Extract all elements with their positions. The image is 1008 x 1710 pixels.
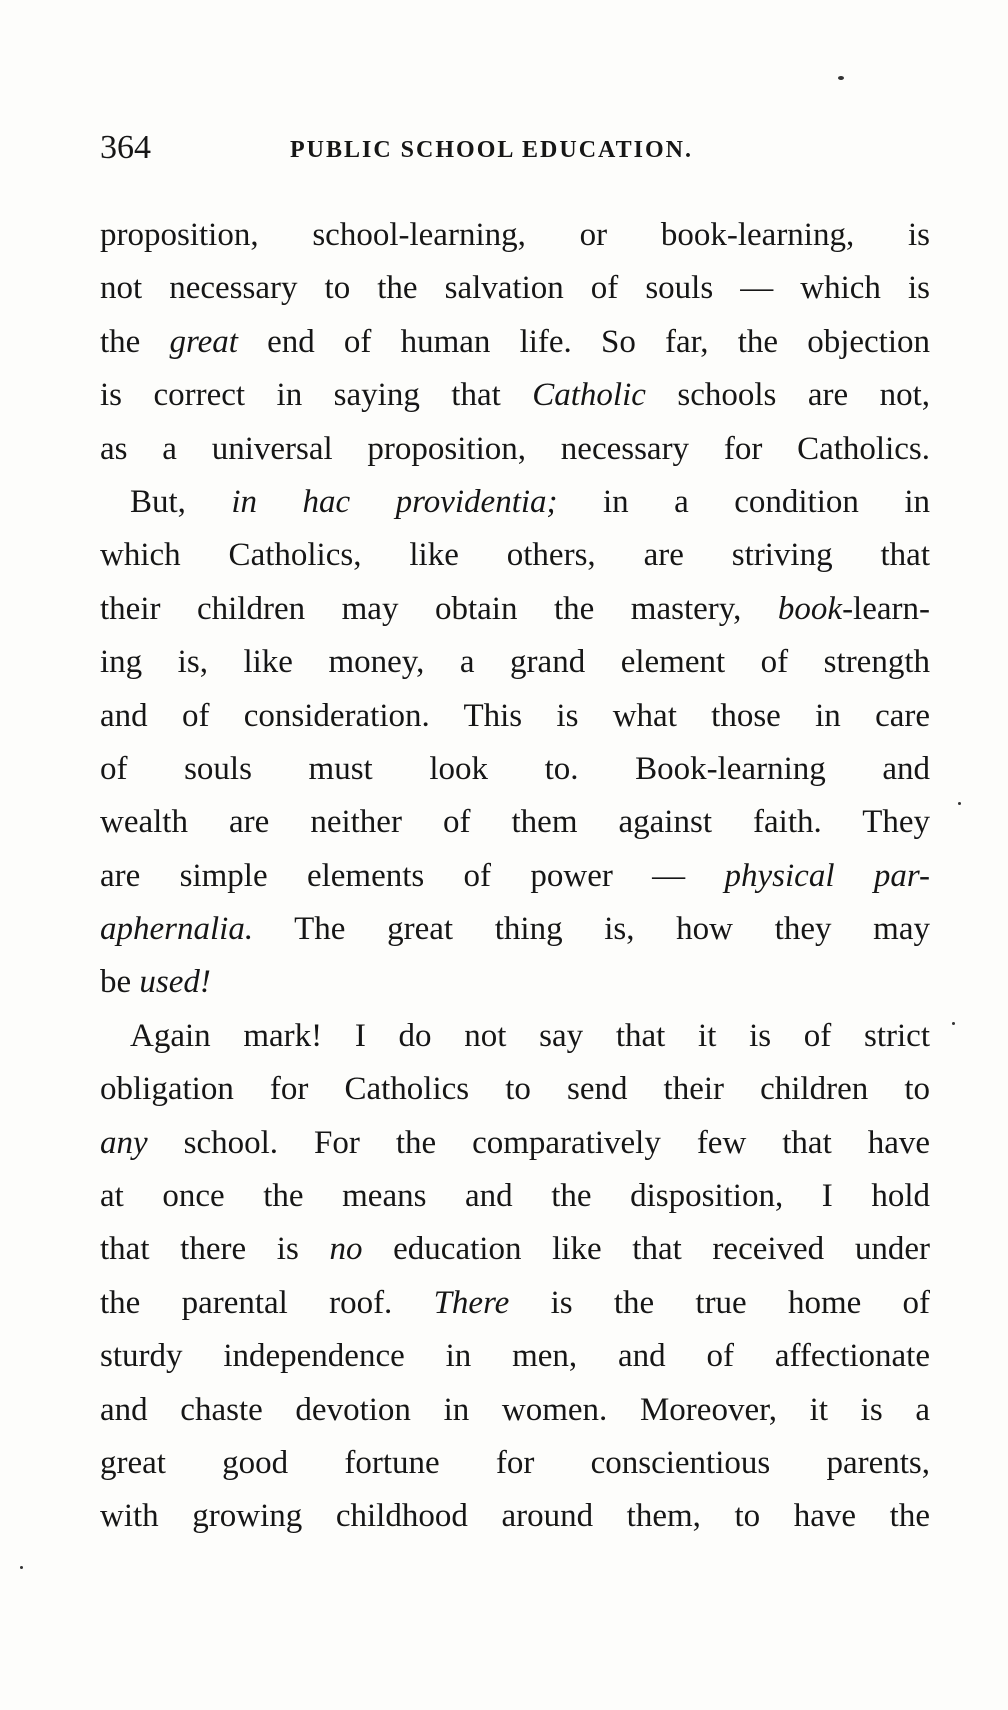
line-text: end of human life. So far, the objection: [237, 323, 930, 360]
text-line: [100, 690, 930, 743]
line-text: are simple elements of power —: [100, 857, 725, 894]
scan-speck: [838, 76, 844, 80]
text-line: [100, 1384, 930, 1437]
italic-text: There: [433, 1284, 510, 1321]
italic-text: in hac providentia;: [231, 483, 558, 520]
italic-text: Catholic: [532, 377, 646, 414]
text-line: [100, 369, 930, 422]
italic-text: book: [777, 590, 843, 627]
italic-text: aphernalia.: [100, 911, 254, 948]
running-title: PUBLIC SCHOOL EDUCATION.: [290, 137, 693, 163]
line-text: obligation for Catholics to send their children to: [100, 1071, 930, 1108]
text-line: [100, 423, 930, 476]
line-text: their children may obtain the mastery,: [100, 590, 778, 627]
line-text: ing is, like money, a grand element of strength: [100, 644, 930, 681]
text-line: [100, 1010, 930, 1063]
text-line: [100, 209, 930, 262]
line-text: proposition, school-learning, or book-learning, is: [100, 217, 930, 253]
line-text: school. For the comparatively few that have: [147, 1124, 930, 1161]
line-text: -learn-: [842, 590, 930, 627]
text-line: [100, 1490, 930, 1543]
italic-text: used!: [139, 964, 211, 1001]
italic-text: any: [100, 1124, 148, 1161]
line-text: and of consideration. This is what those in care: [100, 697, 930, 734]
text-line: [100, 1223, 930, 1276]
italic-text: great: [169, 323, 238, 360]
line-text: wealth are neither of them against faith. They: [100, 804, 930, 841]
text-line: [100, 1117, 930, 1170]
page-number: 364: [100, 129, 151, 166]
line-text: sturdy independence in men, and of affectionate: [100, 1338, 930, 1375]
line-text: and chaste devotion in women. Moreover, it is a: [100, 1391, 930, 1428]
line-text: which Catholics, like others, are striving that: [100, 537, 930, 574]
line-text: at once the means and the disposition, I hold: [100, 1178, 930, 1215]
line-text: schools are not,: [645, 377, 930, 414]
text-line: [100, 1437, 930, 1490]
line-text: The great thing is, how they may: [253, 911, 930, 948]
scan-speck: [958, 802, 961, 805]
text-line: [100, 636, 930, 689]
line-text: of souls must look to. Book-learning and: [100, 750, 930, 787]
scan-speck: [20, 1566, 23, 1569]
text-line: [100, 956, 930, 1009]
line-text: with growing childhood around them, to have the: [100, 1498, 930, 1535]
text-line: [100, 1063, 930, 1116]
text-line: [100, 743, 930, 796]
text-line: [100, 1170, 930, 1223]
line-text: in a condition in: [557, 483, 930, 520]
line-text: the: [100, 323, 170, 360]
line-text: be: [100, 964, 140, 1001]
body-text: [100, 209, 930, 1544]
line-text: education like that received under: [362, 1231, 930, 1268]
line-text: Again mark! I do not say that it is of strict: [130, 1017, 930, 1054]
line-text: But,: [130, 483, 232, 520]
line-text: great good fortune for conscientious parents,: [100, 1444, 930, 1481]
scan-speck: [952, 1022, 955, 1025]
line-text: as a universal proposition, necessary for Catholics.: [100, 430, 930, 467]
running-head: [100, 128, 930, 178]
line-text: that there is: [100, 1231, 330, 1268]
italic-text: physical par-: [724, 857, 930, 894]
text-line: [100, 903, 930, 956]
text-line: [100, 1330, 930, 1383]
italic-text: no: [329, 1231, 363, 1268]
text-line: [100, 850, 930, 903]
line-text: not necessary to the salvation of souls — which is: [100, 270, 930, 307]
text-line: [100, 476, 930, 529]
text-line: [100, 262, 930, 315]
line-text: is the true home of: [509, 1284, 931, 1321]
text-line: [100, 316, 930, 369]
line-text: is correct in saying that: [100, 377, 533, 414]
text-line: [100, 583, 930, 636]
text-line: [100, 529, 930, 582]
line-text: the parental roof.: [100, 1284, 434, 1321]
text-line: [100, 1277, 930, 1330]
text-line: [100, 796, 930, 849]
